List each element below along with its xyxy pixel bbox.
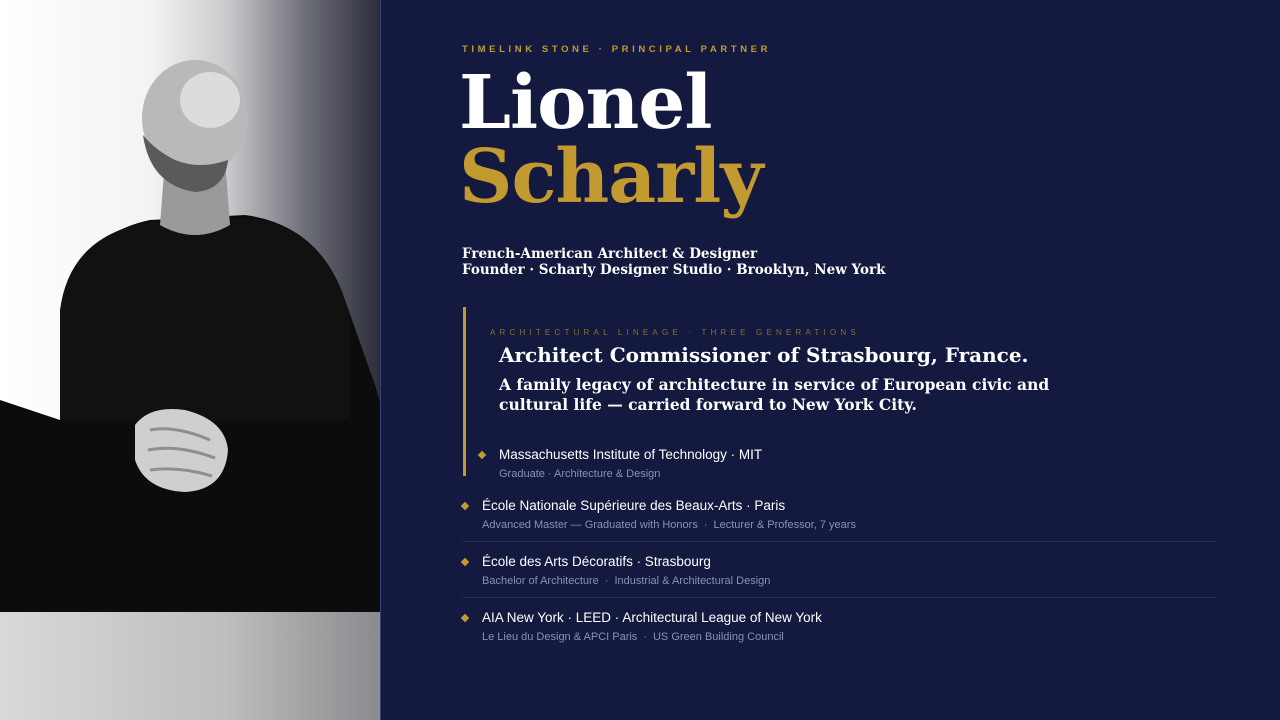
first-name: Lionel <box>459 60 712 146</box>
lineage-accent-bar <box>463 307 466 476</box>
subtitle <box>462 246 885 278</box>
portrait-illustration <box>0 0 381 720</box>
list-divider <box>462 541 1217 542</box>
lineage-label: ARCHITECTURAL LINEAGE · THREE GENERATIONS <box>490 328 860 337</box>
eyebrow-label: TIMELINK STONE · PRINCIPAL PARTNER <box>462 44 772 55</box>
subtitle-line-2: Founder · Scharly Designer Studio · Brooklyn, New York <box>462 262 886 278</box>
subtitle-line-1: French-American Architect & Designer <box>462 246 758 262</box>
last-name: Scharly <box>459 134 763 220</box>
education-detail: Graduate · Architecture & Design <box>499 468 661 480</box>
diamond-bullet-icon <box>478 451 486 459</box>
education-title: AIA New York · LEED · Architectural League of New York <box>482 610 822 625</box>
lineage-title: Architect Commissioner of Strasbourg, France. <box>499 343 1029 367</box>
portrait-photo <box>0 0 381 720</box>
education-detail: Le Lieu du Design & APCI Paris · US Green Building Council <box>482 631 784 643</box>
education-title: Massachusetts Institute of Technology · MIT <box>499 447 763 462</box>
photo-divider <box>380 0 381 720</box>
diamond-bullet-icon <box>461 614 469 622</box>
diamond-bullet-icon <box>461 558 469 566</box>
diamond-bullet-icon <box>461 502 469 510</box>
education-title: École Nationale Supérieure des Beaux-Arts · Paris <box>482 498 786 513</box>
education-detail: Bachelor of Architecture · Industrial & Architectural Design <box>482 575 771 587</box>
education-title: École des Arts Décoratifs · Strasbourg <box>482 554 711 569</box>
list-divider <box>462 597 1217 598</box>
lineage-description: A family legacy of architecture in service of European civic and cultural life — carried forward to New York City. <box>499 375 1050 414</box>
education-detail: Advanced Master — Graduated with Honors · Lecturer & Professor, 7 years <box>482 519 856 531</box>
